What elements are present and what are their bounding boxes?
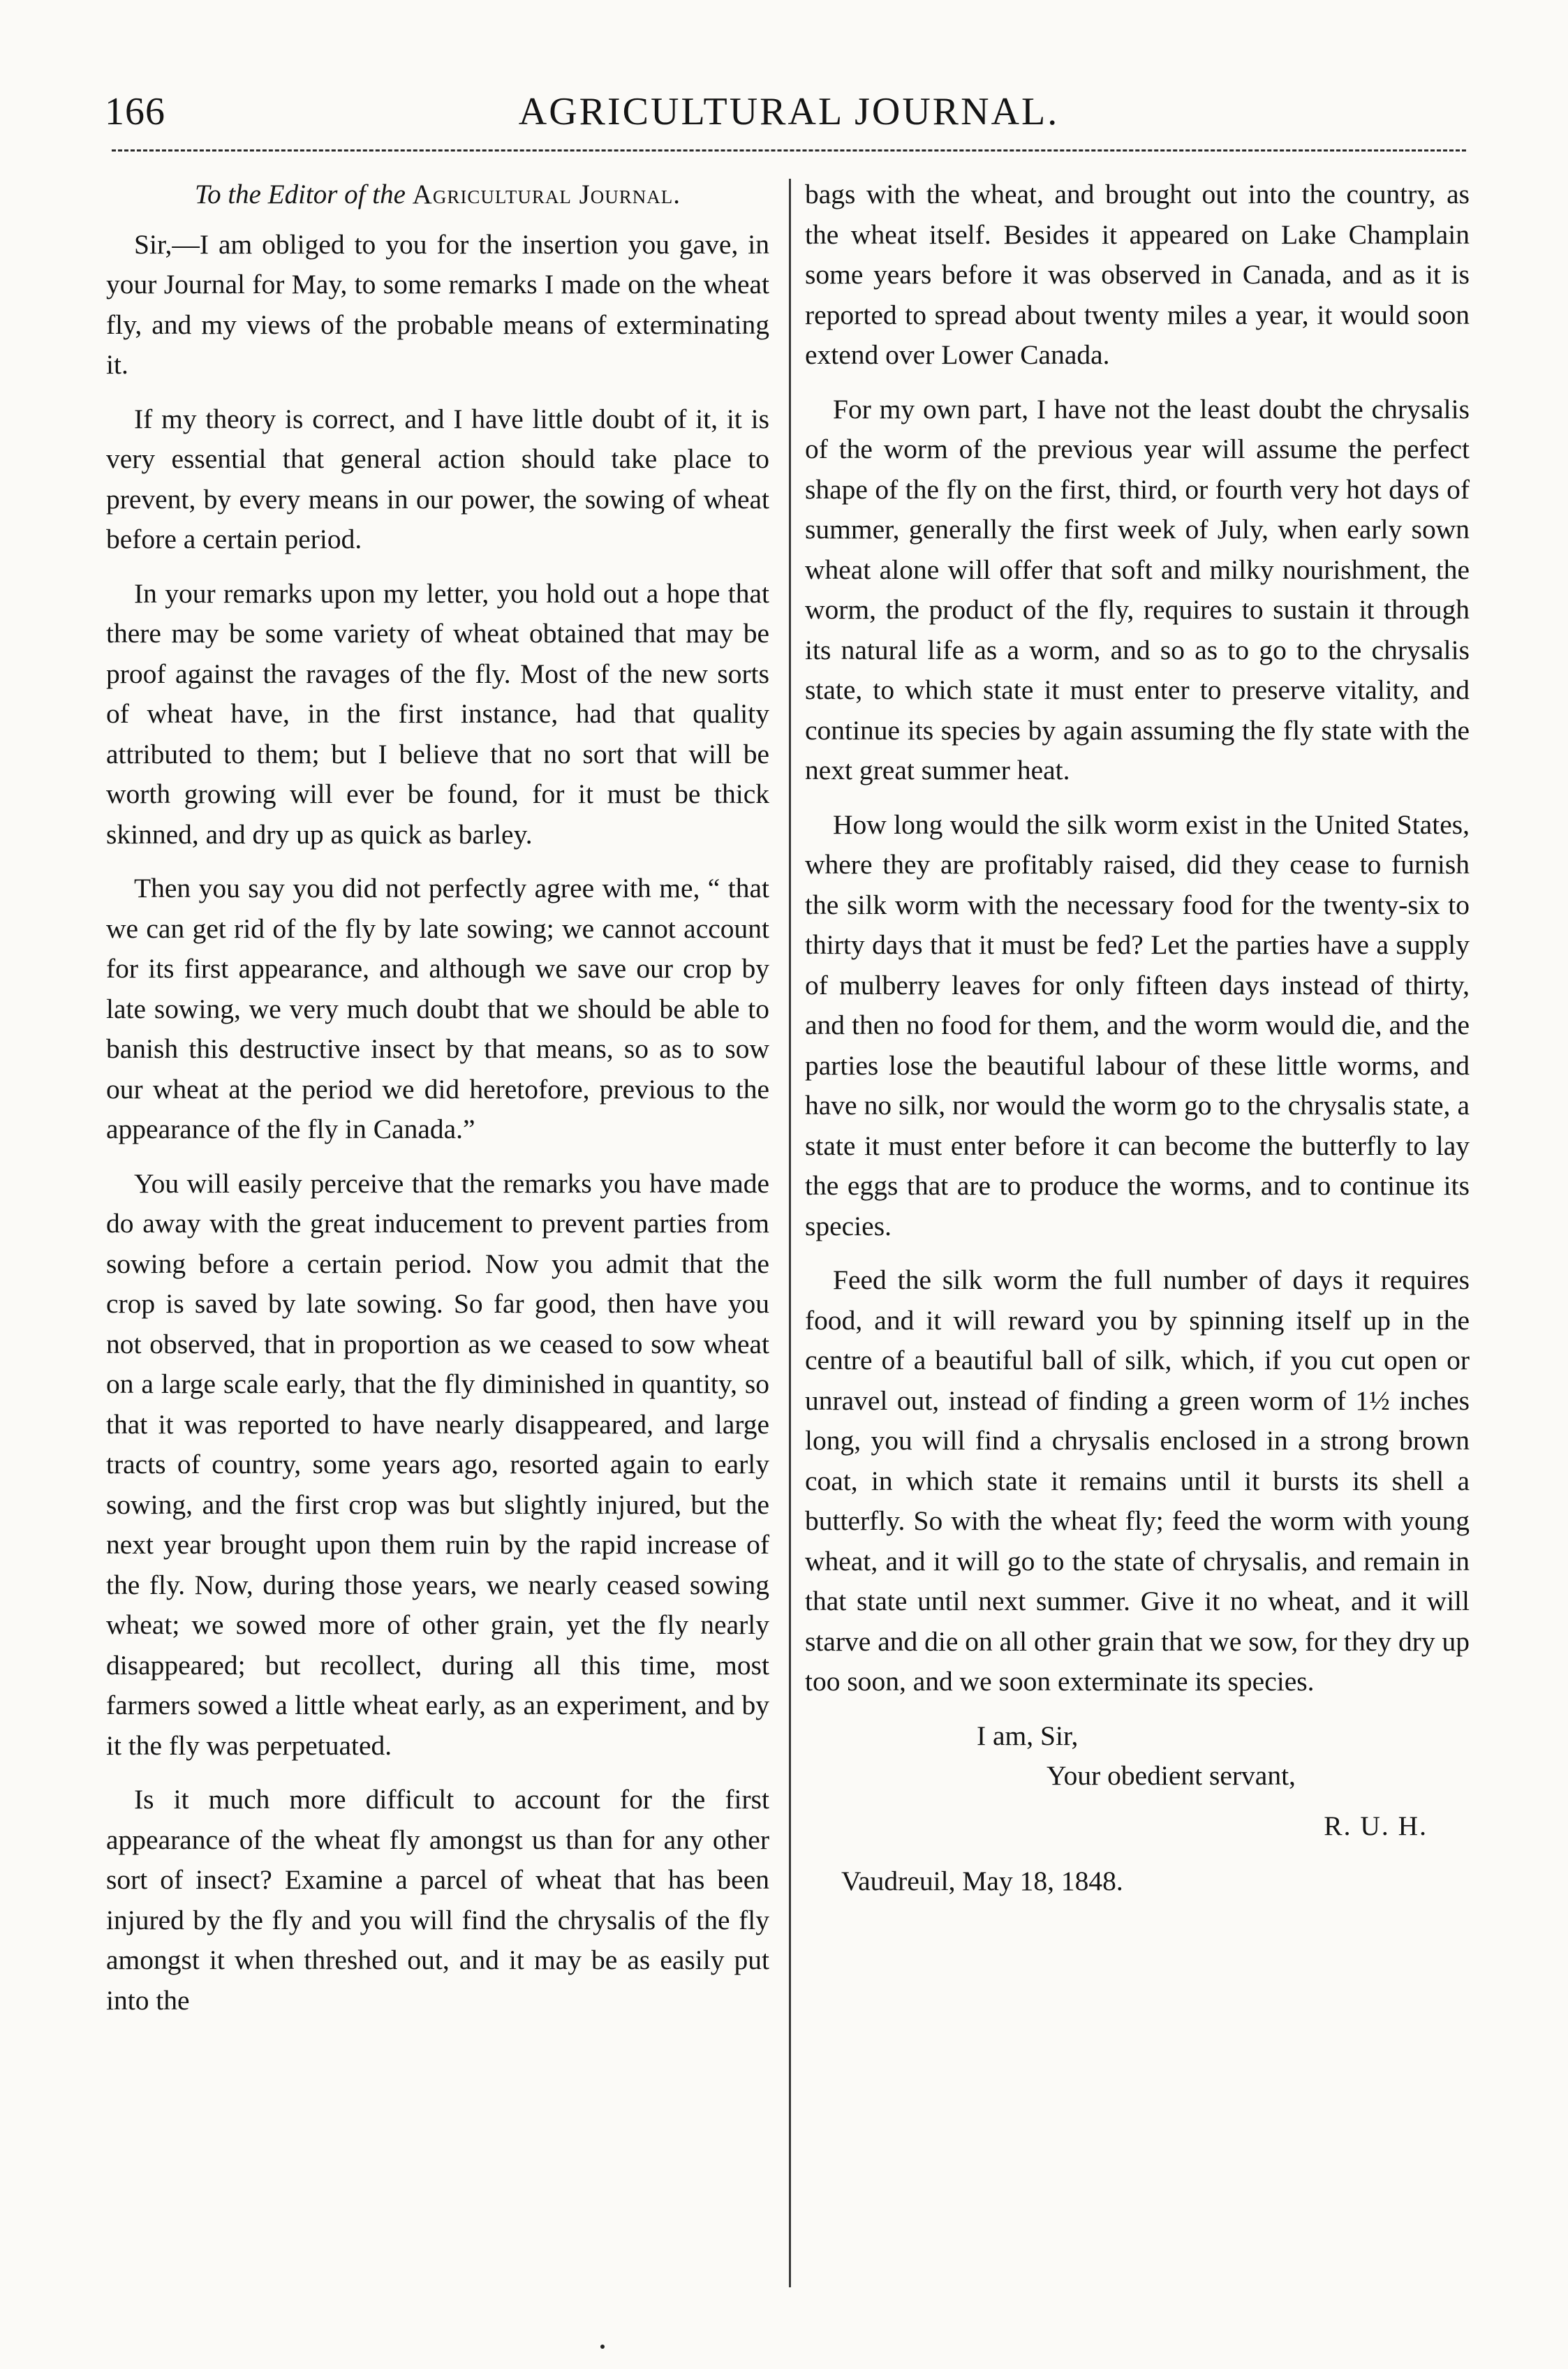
paragraph-continuation: bags with the wheat, and brought out into the country, as the wheat itself. Besides it appeared on Lake Champlain some years before it was observed in Canada, and as it is reported to spread about twenty miles a year, it would soon extend over Lower Canada.: [805, 179, 1470, 370]
paragraph: In your remarks upon my letter, you hold out a hope that there may be some variety of wheat obtained that may be proof against the ravages of the fly. Most of the new sorts of wheat have, in the first instance, had that quality attributed to them; but I believe that no sort that will be worth growing will ever be found, for it must be thick skinned, and dry up as quick as barley.: [106, 577, 769, 850]
heading-journal-name: Agricultural Journal.: [412, 179, 681, 209]
column-divider: [789, 179, 791, 2287]
paragraph: Then you say you did not perfectly agree with me, “ that we can get rid of the fly by late sowing; we cannot account for its first appearance, and although we save our crop by late sowing, we very much doubt that we should be able to banish this destructive insect by that means, so as to sow our wheat at the period we did heretofore, previous to the appearance of the fly in Canada.”: [106, 873, 769, 1144]
place-date: Vaudreuil, May 18, 1848.: [841, 1866, 1123, 1896]
paragraph: If my theory is correct, and I have little doubt of it, it is very essential that general action should take place to prevent, by every means in our power, the sowing of wheat before a certain period.: [106, 403, 769, 554]
salutation: I am, Sir,: [977, 1720, 1079, 1751]
heading-to-editor: To the Editor of the: [194, 179, 406, 209]
signature: R. U. H.: [1324, 1810, 1428, 1841]
paragraph: Sir,—I am obliged to you for the insertion you gave, in your Journal for May, to some remarks I made on the wheat fly, and my views of the probable means of exterminating it.: [106, 228, 769, 380]
journal-title: AGRICULTURAL JOURNAL.: [518, 90, 1060, 133]
paragraph: Feed the silk worm the full number of days it requires food, and it will reward you by spinning itself up in the centre of a beautiful ball of silk, which, if you cut open or unravel out, instead of finding a green worm of 1½ inches long, you will find a chrysalis enclosed in a strong brown coat, in which state it remains until it bursts its shell a butterfly. So with the wheat fly; feed the worm with young wheat, and it will go to the state of chrysalis, and remain in that state until next summer. Give it no wheat, and it will starve and die on all other grain that we sow, for they dry up too soon, and we soon exterminate its species.: [805, 1264, 1470, 1697]
letter-closing: [805, 1716, 1470, 1902]
paragraph: You will easily perceive that the remarks you have made do away with the great inducement to prevent parties from sowing before a certain period. Now you admit that the crop is saved by late sowing. So far good, then have you not observed, that in proportion as we ceased to sow wheat on a large scale early, that the fly diminished in quantity, so that it was reported to have nearly disappeared, and large tracts of country, some years ago, resorted again to early sowing, and the first crop was but slightly injured, but the next year brought upon them ruin by the rapid increase of the fly. Now, during those years, we nearly ceased sowing wheat; we sowed more of other grain, yet the fly nearly disappeared; but recollect, during all this time, most farmers sowed a little wheat early, as an experiment, and by it the fly was perpetuated.: [106, 1167, 769, 1761]
header-rule: [112, 149, 1466, 152]
page-header: [105, 89, 1473, 152]
valediction: Your obedient servant,: [1046, 1760, 1296, 1791]
paragraph: How long would the silk worm exist in the United States, where they are profitably raised, did they cease to furnish the silk worm with the necessary food for the twenty-six to thirty days that it must be fed? Let the parties have a supply of mulberry leaves for only fifteen days instead of thirty, and then no food for them, and the worm would die, and the parties lose the beautiful labour of these little worms, and have no silk, nor would the worm go to the chrysalis state, a state it must enter before it can become the butterfly to lay the eggs that are to produce the worms, and to continue its species.: [805, 809, 1470, 1241]
page-number: 166: [105, 90, 165, 133]
paragraph: For my own part, I have not the least doubt the chrysalis of the worm of the previous year will assume the perfect shape of the fly on the first, third, or fourth very hot days of summer, generally the first week of July, when early sown wheat alone will offer that soft and milky nourishment, the worm, the product of the fly, requires to sustain it through its natural life as a worm, and so as to go to the chrysalis state, to which state it must enter to preserve vitality, and continue its species by again assuming the fly state with the next great summer heat.: [805, 393, 1470, 785]
printer-mark: [600, 2345, 605, 2349]
paragraph: Is it much more difficult to account for the first appearance of the wheat fly amongst us than for any other sort of insect? Examine a parcel of wheat that has been injured by the fly and you will find the chrysalis of the fly amongst it when threshed out, and it may be as easily put into the: [106, 1784, 769, 2016]
left-column: [106, 175, 769, 2035]
letter-heading: [106, 175, 769, 215]
right-column: [805, 175, 1470, 1902]
